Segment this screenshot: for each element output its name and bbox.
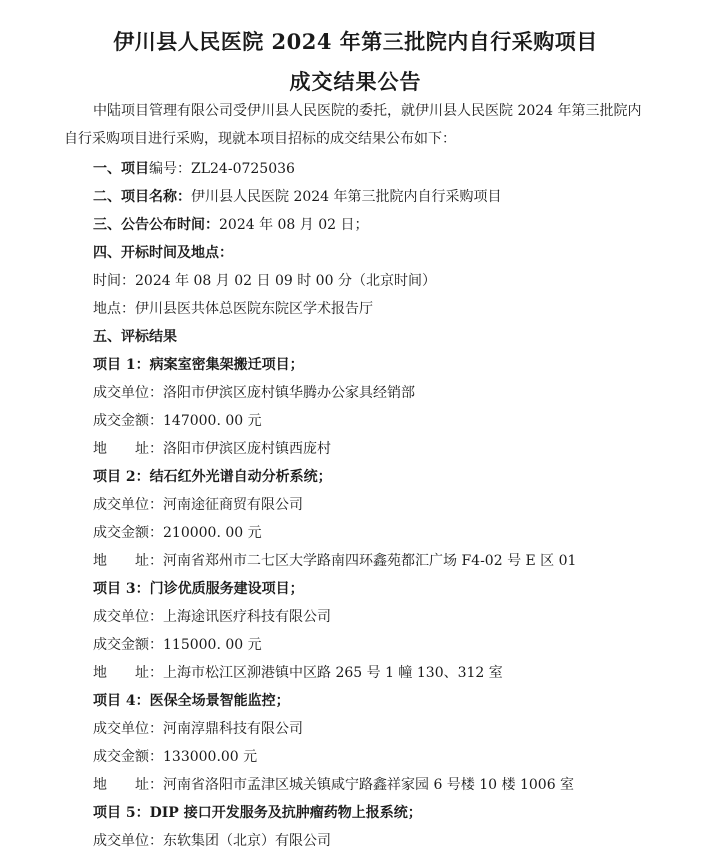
publish-date: 2024 年 08 月 02 日； — [219, 217, 369, 233]
winning-amount: 成交金额：133000.00 元 — [93, 749, 258, 765]
intro-line-2: 自行采购项目进行采购，现就本项目招标的成交结果公布如下： — [64, 131, 456, 147]
winning-address: 地 址：上海市松江区泖港镇中区路 265 号 1 幢 130、312 室 — [93, 665, 503, 681]
winning-address: 地 址：河南省郑州市二七区大学路南四环鑫苑都汇广场 F4-02 号 E 区 01 — [93, 553, 577, 569]
intro-line-1: 中陆项目管理有限公司受伊川县人民医院的委托，就伊川县人民医院 2024 年第三批院内 — [93, 103, 642, 119]
winning-unit: 成交单位：东软集团（北京）有限公司 — [93, 833, 331, 849]
project-title: 项目 1：病案室密集架搬迁项目； — [93, 357, 304, 373]
section-results-heading: 五、评标结果 — [93, 329, 177, 345]
project-name: 伊川县人民医院 2024 年第三批院内自行采购项目 — [191, 189, 502, 205]
opening-place: 地点：伊川县医共体总医院东院区学术报告厅 — [93, 301, 373, 317]
section-label: 二、项目名称： — [93, 189, 191, 205]
section-label: 三、公告公布时间： — [93, 217, 219, 233]
winning-unit: 成交单位：河南淳鼎科技有限公司 — [93, 721, 303, 737]
winning-address: 地 址：河南省洛阳市孟津区城关镇咸宁路鑫祥家园 6 号楼 10 楼 1006 室 — [93, 777, 575, 793]
winning-amount: 成交金额：210000. 00 元 — [93, 525, 262, 541]
winning-unit: 成交单位：洛阳市伊滨区庞村镇华腾办公家具经销部 — [93, 385, 415, 401]
project-title: 项目 5：DIP 接口开发服务及抗肿瘤药物上报系统； — [93, 805, 422, 821]
section-project-name — [93, 187, 502, 207]
winning-address: 地 址：洛阳市伊滨区庞村镇西庞村 — [93, 441, 331, 457]
document-title: 伊川县人民医院 2024 年第三批院内自行采购项目 — [113, 29, 598, 54]
project-title: 项目 3：门诊优质服务建设项目； — [93, 581, 304, 597]
section-project-number — [93, 159, 295, 179]
section-label: 一、项目 — [93, 161, 149, 177]
document-subtitle: 成交结果公告 — [289, 69, 422, 94]
opening-time: 时间：2024 年 08 月 02 日 09 时 00 分（北京时间） — [93, 273, 436, 289]
winning-amount: 成交金额：115000. 00 元 — [93, 637, 262, 653]
winning-unit: 成交单位：河南途征商贸有限公司 — [93, 497, 303, 513]
project-number: 编号：ZL24-0725036 — [149, 161, 295, 177]
project-title: 项目 2：结石红外光谱自动分析系统； — [93, 469, 332, 485]
section-opening-heading: 四、开标时间及地点： — [93, 245, 233, 261]
winning-amount: 成交金额：147000. 00 元 — [93, 413, 262, 429]
winning-unit: 成交单位：上海途讯医疗科技有限公司 — [93, 609, 331, 625]
project-title: 项目 4：医保全场景智能监控； — [93, 693, 290, 709]
section-publish-time — [93, 215, 369, 235]
